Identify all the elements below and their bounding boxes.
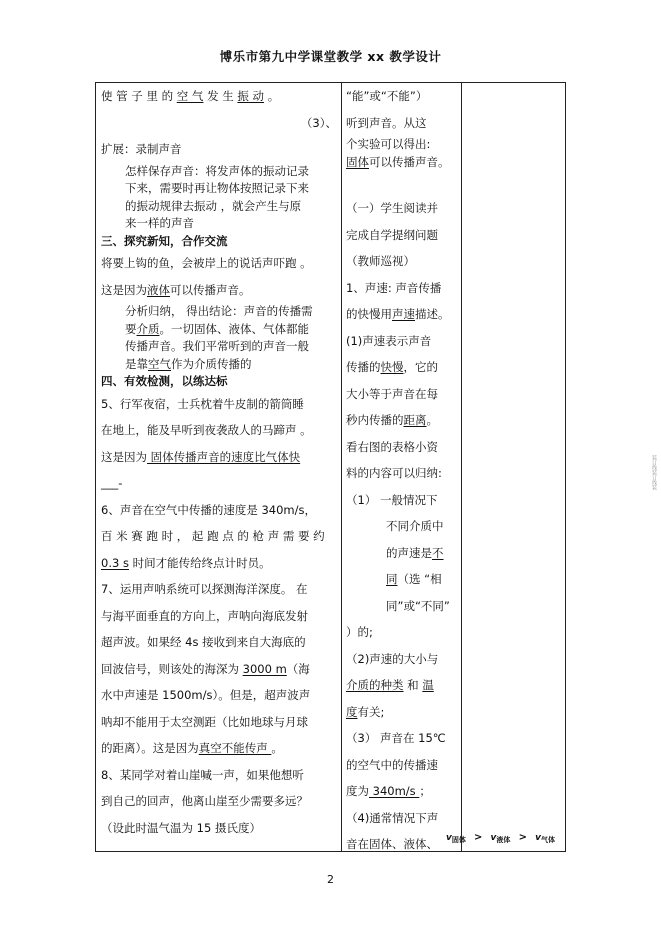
section-heading: 三、探究新知，合作交流 <box>101 233 228 248</box>
text-line: 度为 340m/s ； <box>346 784 431 798</box>
text-line: 呐却不能用于太空测距（比如地球与月球 <box>101 714 308 729</box>
text-line: （3）、 <box>300 115 337 130</box>
page-title: 博乐市第九中学课堂教学 xx 教学设计 <box>219 49 442 64</box>
text-line: 的距离）。这是因为真空不能传声 。 <box>101 741 283 755</box>
text-line: 与海平面垂直的方向上，声呐向海底发射 <box>101 608 308 623</box>
text-line: 介质的种类 和 温 <box>346 678 434 692</box>
text-line: 秒内传播的距离。 <box>346 413 438 427</box>
text-line: 来一样的声音 <box>125 216 194 230</box>
text-line: 5、行军夜宿，士兵枕着牛皮制的箭筒睡 <box>101 396 304 411</box>
text-line: 7、运用声呐系统可以探测海洋深度。 在 <box>101 582 308 596</box>
paragraph-conclusion <box>101 303 337 373</box>
text-line: （教师巡视） <box>346 254 415 268</box>
text-line: 在地上，能及早听到夜袭敌人的马蹄声 。 <box>101 423 312 437</box>
student-activity-cell <box>346 83 458 858</box>
text-line: (1)声速表示声音 <box>346 333 432 348</box>
text-line: 8、某同学对着山崖喊一声，如果他想听 <box>101 767 304 782</box>
text-line: 大小等于声音在每 <box>346 386 438 401</box>
text-line: 百 米 赛 跑 时 ， 起 跑 点 的 枪 声 需 要 约 <box>101 529 325 543</box>
text-line: 传播的快慢，它的 <box>346 360 438 374</box>
text-line: （4)通常情况下声 <box>346 810 439 825</box>
text-line: 的空气中的传播速 <box>346 757 438 772</box>
text-line: （2)声速的大小与 <box>346 651 439 666</box>
text-line: 的声速是不 <box>386 545 444 560</box>
page-number: 2 <box>327 873 334 886</box>
text-line: 听到声音。从这 <box>346 115 427 130</box>
text-line: “能”或“不能”） <box>346 89 428 103</box>
paragraph-recording <box>101 163 337 233</box>
text-line: （设此时温气温为 15 摄氏度） <box>101 820 261 835</box>
text-line: 同”或“不同” <box>386 598 450 613</box>
section-heading: 四、有效检测，以练达标 <box>101 374 228 388</box>
text-line: 将要上钩的鱼，会被岸上的说话声吓跑 。 <box>101 256 312 270</box>
text-line: 怎样保存声音：将发声体的振动记录 <box>125 163 309 178</box>
column-divider-2 <box>461 82 462 852</box>
text-line: 超声波。如果经 4s 接收到来自大海底的 <box>101 635 306 649</box>
text-line: 料的内容可以归纳: <box>346 466 442 480</box>
text-line: 不同介质中 <box>386 519 444 533</box>
text-line: 固体可以传播声音。 <box>346 154 450 169</box>
text-line: 到自己的回声，他离山崖至少需要多远？ <box>101 794 308 808</box>
text-line: 的振动规律去振动 ，就会产生与原 <box>125 198 302 213</box>
text-line: 是靠空气作为介质传播的 <box>125 356 252 371</box>
text-line: 下来，需要时再让物体按照记录下来 <box>125 181 309 195</box>
text-line: 0.3 s 时间才能传给终点计时员。 <box>101 555 271 570</box>
text-line: 个实验可以得出: <box>346 137 431 151</box>
text-line: ___- <box>101 476 123 490</box>
text-line: 这是因为 固体传播声音的速度比气体快 <box>101 449 301 464</box>
text-line: 音在固体、液体、 <box>346 837 438 851</box>
text-line: （3） 声音在 15℃ <box>346 731 446 745</box>
text-line: 同（选 “相 <box>386 572 442 586</box>
teacher-activity-cell <box>101 83 337 841</box>
text-line: 完成自学提纲问题 <box>346 227 438 242</box>
text-line: （1） 一般情况下 <box>346 492 438 507</box>
text-line: 这是因为液体可以传播声音。 <box>101 282 251 297</box>
speed-comparison-formula: $v_{固体} > v_{液体} > v_{气体}$ <box>446 832 555 844</box>
text-line: 看右图的表格小资 <box>346 439 438 454</box>
text-line: 的快慢用声速描述。 <box>346 307 450 321</box>
text-line: 1、声速: 声音传播 <box>346 280 442 295</box>
text-line: 度有关; <box>346 704 385 719</box>
text-line: 要介质。一切固体、液体、气体都能 <box>125 321 309 336</box>
text-line: 6、声音在空气中传播的速度是 340m/s， <box>101 502 316 517</box>
text-line: 水中声速是 1500m/s）。但是，超声波声 <box>101 688 311 702</box>
text-line: 分析归纳， 得出结论：声音的传播需 <box>125 304 313 318</box>
text-line: 传播声音。我们平常听到的声音一般 <box>125 339 309 353</box>
column-divider-1 <box>341 82 342 852</box>
text-line: 使 管 子 里 的 空 气 发 生 振 动 。 <box>101 89 280 103</box>
text-line: （一）学生阅读并 <box>346 201 438 215</box>
text-line: ）的; <box>346 625 373 639</box>
text-line: 回波信号，则该处的海深为 3000 m（海 <box>101 661 310 676</box>
text-line: 扩展：录制声音 <box>101 142 182 156</box>
binding-margin-note: 装订线装订线装 <box>651 455 657 490</box>
